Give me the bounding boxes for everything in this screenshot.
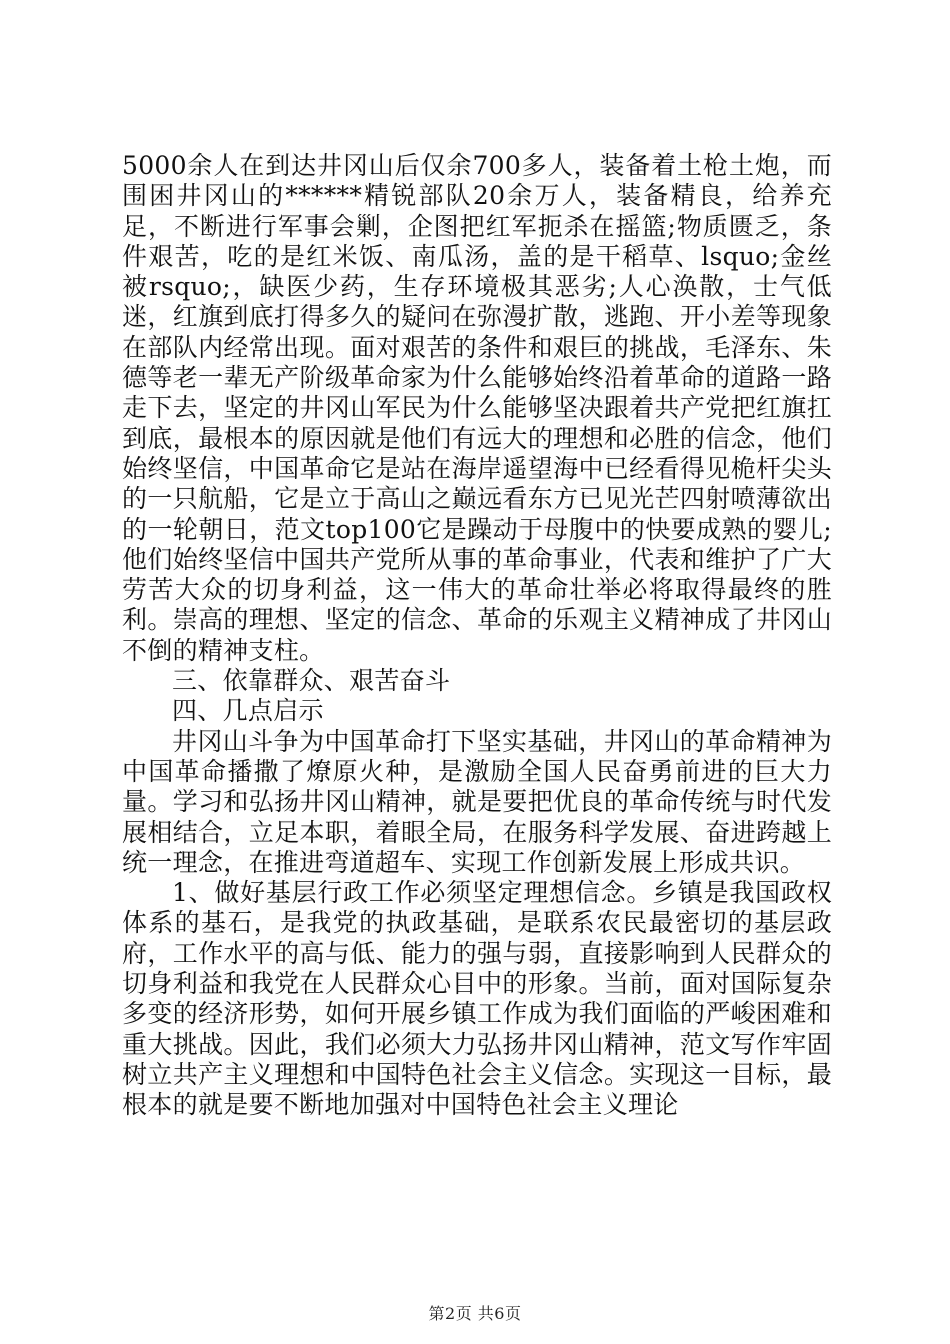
paragraph-inspiration: 井冈山斗争为中国革命打下坚实基础，井冈山的革命精神为中国革命播撒了燎原火种，是激励全国人民奋勇前进的巨大力量。学习和弘扬井冈山精神，就是要把优良的革命传统与时代发展相结合，立足本职，着眼全局，在服务科学发展、奋进跨越上统一理念，在推进弯道超车、实现工作创新发展上形成共识。 <box>122 726 832 877</box>
paragraph-continuation: 5000余人在到达井冈山后仅余700多人，装备着土枪土炮，而围困井冈山的******精锐部队20余万人，装备精良，给养充足，不断进行军事会剿，企图把红军扼杀在摇篮;物质匮乏，条件艰苦，吃的是红米饭、南瓜汤，盖的是干稻草、lsquo;金丝被rsquo;，缺医少药，生存环境极其恶劣;人心涣散，士气低迷，红旗到底打得多久的疑问在弥漫扩散，逃跑、开小差等现象在部队内经常出现。面对艰苦的条件和艰巨的挑战，毛泽东、朱德等老一辈无产阶级革命家为什么能够始终沿着革命的道路一路走下去，坚定的井冈山军民为什么能够坚决跟着共产党把红旗扛到底，最根本的原因就是他们有远大的理想和必胜的信念，他们始终坚信，中国革命它是站在海岸遥望海中已经看得见桅杆尖头的一只航船，它是立于高山之巅远看东方已见光芒四射喷薄欲出的一轮朝日，范文top100它是躁动于母腹中的快要成熟的婴儿;他们始终坚信中国共产党所从事的革命事业，代表和维护了广大劳苦大众的切身利益，这一伟大的革命壮举必将取得最终的胜利。崇高的理想、坚定的信念、革命的乐观主义精神成了井冈山不倒的精神支柱。 <box>122 151 832 665</box>
section-heading-3: 三、依靠群众、艰苦奋斗 <box>172 666 451 696</box>
document-body <box>122 151 832 1121</box>
section-heading-4: 四、几点启示 <box>172 696 324 726</box>
paragraph-point-1: 1、做好基层行政工作必须坚定理想信念。乡镇是我国政权体系的基石，是我党的执政基础，是联系农民最密切的基层政府，工作水平的高与低、能力的强与弱，直接影响到人民群众的切身利益和我党在人民群众心目中的形象。当前，面对国际复杂多变的经济形势，如何开展乡镇工作成为我们面临的严峻困难和重大挑战。因此，我们必须大力弘扬井冈山精神，范文写作牢固树立共产主义理想和中国特色社会主义信念。实现这一目标，最根本的就是要不断地加强对中国特色社会主义理论 <box>122 878 832 1120</box>
page-number-footer: 第2页 共6页 <box>428 1304 522 1323</box>
